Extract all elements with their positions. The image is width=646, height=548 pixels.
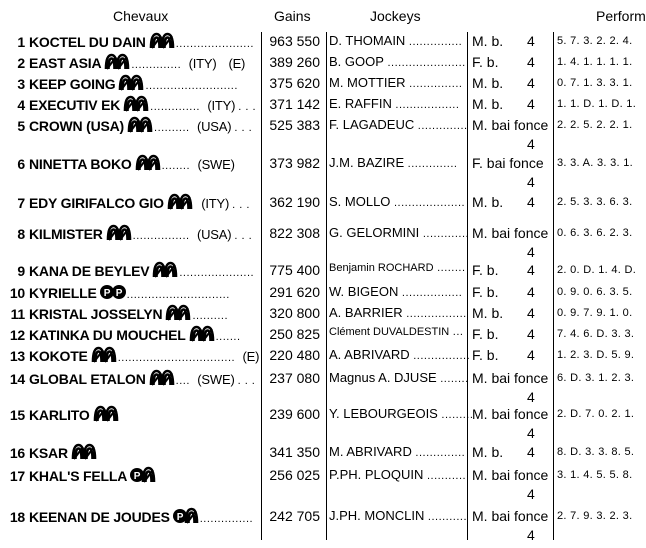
horse-number: 2 [17, 55, 25, 71]
jockey-cell [329, 347, 470, 362]
jockey-cell [329, 467, 466, 482]
horseshoe-icon [104, 54, 130, 70]
horse-name-cell [8, 326, 241, 343]
gains-value: 242 705 [269, 508, 320, 524]
age-value: 4 [527, 54, 535, 70]
horse-name: KEEP GOING [29, 76, 116, 92]
horseshoe-icon [93, 406, 119, 422]
gains-value: 775 400 [269, 262, 320, 278]
dot-leader: .............. [131, 59, 182, 71]
horse-number: 15 [9, 407, 25, 423]
horse-name-cell [8, 305, 228, 322]
horse-name: KYRIELLE [29, 285, 97, 301]
horse-name-cell [8, 33, 254, 50]
svg-text:P: P [115, 288, 122, 299]
horse-number: 17 [9, 468, 25, 484]
robe-value: F. b. [472, 284, 499, 300]
gains-value: 822 308 [269, 225, 320, 241]
robe-value: M. b. [472, 305, 504, 321]
dot-leader: ............... [405, 36, 463, 48]
performance-value: 0. 7. 1. 3. 3. 1. [557, 77, 633, 89]
header-gains: Gains [274, 8, 311, 24]
horse-name: EDY GIRIFALCO GIO [29, 195, 164, 211]
age-value: 4 [527, 444, 535, 460]
dot-leader: ........ [436, 373, 469, 385]
performance-value: 2. 7. 9. 3. 2. 3. [557, 510, 633, 522]
horse-number: 10 [9, 285, 25, 301]
jockey-cell [329, 508, 467, 523]
gains-value: 341 350 [269, 444, 320, 460]
jockey-name: Clément DUVALDESTIN [329, 326, 450, 338]
age-value: 4 [527, 75, 535, 91]
jockey-cell [329, 96, 459, 111]
jockey-name: M. MOTTIER [329, 75, 406, 90]
jockey-name: S. MOLLO [329, 194, 391, 209]
age-value: 4 [527, 136, 535, 152]
horse-extra: (E) [228, 56, 246, 71]
horse-number: 7 [17, 195, 25, 211]
age-value: 4 [527, 389, 535, 405]
dot-leader: .............. [404, 158, 458, 170]
horse-name: KSAR [29, 445, 68, 461]
horseshoe-icon [149, 370, 175, 386]
horseshoe-icon [135, 155, 161, 171]
horseshoe-icon [165, 305, 191, 321]
gains-value: 239 600 [269, 406, 320, 422]
horse-name-cell [8, 194, 250, 211]
age-value: 4 [527, 305, 535, 321]
robe-value: F. b. [472, 54, 499, 70]
plaque-pa-icon [173, 508, 199, 524]
performance-value: 8. D. 3. 3. 8. 5. [557, 446, 635, 458]
jockey-cell [329, 225, 469, 240]
horse-name-cell [8, 117, 252, 134]
horse-name-cell [8, 406, 120, 423]
jockey-cell [329, 155, 457, 170]
jockey-name: Magnus A. DJUSE [329, 370, 437, 385]
performance-value: 1. 1. D. 1. D. 1. [557, 98, 637, 110]
jockey-name: G. GELORMINI [329, 225, 420, 240]
horse-name: NINETTA BOKO [29, 156, 132, 172]
age-value: 4 [527, 486, 535, 502]
dot-leader: ............... [199, 513, 254, 525]
performance-value: 5. 7. 3. 2. 2. 4. [557, 35, 633, 47]
horse-name: KOKOTE [29, 348, 88, 364]
gains-value: 362 190 [269, 194, 320, 210]
horse-number: 12 [9, 327, 25, 343]
robe-value: M. bai fonce [472, 406, 549, 422]
horse-number: 6 [17, 156, 25, 172]
header-chevaux: Chevaux [113, 8, 169, 24]
robe-value: M. b. [472, 33, 504, 49]
gains-value: 373 982 [269, 155, 320, 171]
dot-leader: ........... [423, 470, 467, 482]
horse-origin: (E) [239, 349, 260, 364]
dot-leader: ......... [437, 409, 474, 421]
dot-leader: . . . [237, 375, 256, 387]
horse-origin: (ITY) [197, 196, 230, 211]
col-divider [467, 32, 468, 540]
horse-number: 8 [17, 226, 25, 242]
dot-leader: .............. [150, 101, 200, 113]
horse-name-cell [8, 347, 259, 364]
gains-value: 237 080 [269, 370, 320, 386]
header-jockeys: Jockeys [370, 8, 421, 24]
age-value: 4 [527, 194, 535, 210]
dot-leader: ...................... [383, 57, 466, 69]
robe-value: M. b. [472, 75, 504, 91]
jockey-name: Benjamin ROCHARD [329, 262, 434, 274]
performance-value: 1. 2. 3. D. 5. 9. [557, 349, 635, 361]
dot-leader: . . . [234, 122, 253, 134]
horse-origin: (SWE) [193, 372, 235, 387]
col-divider [326, 32, 327, 540]
robe-value: M. bai fonce [472, 508, 549, 524]
gains-value: 291 620 [269, 284, 320, 300]
jockey-cell [329, 406, 473, 421]
horse-name: KHAL'S FELLA [29, 468, 128, 484]
dot-leader: .............. [411, 447, 466, 459]
horse-name-cell [8, 225, 252, 242]
jockey-cell [329, 54, 466, 69]
robe-value: M. b. [472, 444, 504, 460]
horse-number: 3 [17, 76, 25, 92]
dot-leader: . . . [232, 199, 250, 211]
horse-name-cell [8, 444, 98, 461]
performance-value: 2. 0. D. 1. 4. D. [557, 264, 637, 276]
jockey-cell [329, 305, 467, 320]
horseshoe-icon [123, 96, 149, 112]
age-value: 4 [527, 425, 535, 441]
horse-number: 9 [17, 263, 25, 279]
robe-value: M. bai fonce [472, 117, 549, 133]
header-perf: Perform [596, 8, 646, 24]
horseshoe-icon [149, 33, 175, 49]
performance-value: 7. 4. 6. D. 3. 3. [557, 328, 635, 340]
plaque-pa-icon [130, 467, 156, 483]
horseshoe-icon [152, 262, 178, 278]
jockey-cell [329, 75, 462, 90]
age-value: 4 [527, 527, 535, 543]
horse-number: 16 [9, 445, 25, 461]
horse-name: KANA DE BEYLEV [29, 263, 150, 279]
gains-value: 375 620 [269, 75, 320, 91]
plaque-pp-icon [100, 284, 126, 300]
horse-origin: (USA) [193, 119, 232, 134]
jockey-name: A. BARRIER [329, 305, 403, 320]
gains-value: 220 480 [269, 347, 320, 363]
jockey-name: J.M. BAZIRE [329, 155, 405, 170]
robe-value: M. bai fonce [472, 225, 549, 241]
age-value: 4 [527, 326, 535, 342]
jockey-cell [329, 262, 466, 274]
horse-number: 11 [10, 306, 25, 322]
dot-leader: ...................... [175, 38, 254, 50]
jockey-cell [329, 444, 465, 459]
dot-leader: ................ [409, 350, 471, 362]
jockey-cell [329, 370, 469, 385]
col-divider [261, 32, 262, 540]
dot-leader: . . . [234, 230, 253, 242]
performance-value: 0. 9. 7. 9. 1. 0. [557, 307, 633, 319]
robe-value: F. bai fonce [472, 155, 544, 171]
robe-value: M. b. [472, 194, 504, 210]
age-value: 4 [527, 244, 535, 260]
horseshoe-icon [106, 225, 132, 241]
dot-leader: ................. [398, 287, 463, 299]
horse-number: 5 [17, 118, 25, 134]
gains-value: 389 260 [269, 54, 320, 70]
horse-name-cell [8, 96, 256, 113]
horse-name: CROWN (USA) [29, 118, 125, 134]
horseshoe-icon [127, 117, 153, 133]
dot-leader: ... [449, 326, 464, 338]
horse-name-cell [8, 284, 230, 301]
dot-leader: ........ [433, 262, 466, 274]
performance-value: 2. 5. 3. 3. 6. 3. [557, 196, 633, 208]
horse-origin: (USA) [193, 227, 232, 242]
gains-value: 320 800 [269, 305, 320, 321]
age-value: 4 [527, 96, 535, 112]
performance-value: 1. 4. 1. 1. 1. 1. [557, 56, 633, 68]
jockey-name: M. ABRIVARD [329, 444, 412, 459]
age-value: 4 [527, 33, 535, 49]
horse-name-cell [8, 262, 254, 279]
dot-leader: ............. [419, 228, 470, 240]
gains-value: 525 383 [269, 117, 320, 133]
jockey-name: B. GOOP [329, 54, 384, 69]
dot-leader: .......... [154, 122, 190, 134]
jockey-name: F. LAGADEUC [329, 117, 415, 132]
horse-name: KARLITO [29, 407, 90, 423]
horse-name-cell [8, 467, 157, 484]
dot-leader: ....... [215, 331, 241, 343]
dot-leader: ........... [424, 511, 468, 523]
horseshoe-icon [91, 347, 117, 363]
horseshoe-icon [118, 75, 144, 91]
horse-name-cell [8, 75, 238, 92]
horse-origin: (SWE) [194, 157, 235, 172]
dot-leader: ..................... [179, 267, 255, 279]
robe-value: M. bai fonce [472, 370, 549, 386]
jockey-name: Y. LEBOURGEOIS [329, 406, 438, 421]
performance-value: 0. 9. 0. 6. 3. 5. [557, 286, 633, 298]
dot-leader: ............... [405, 78, 463, 90]
horse-name: EAST ASIA [29, 55, 102, 71]
horse-number: 13 [9, 348, 25, 364]
age-value: 4 [527, 347, 535, 363]
gains-value: 371 142 [269, 96, 320, 112]
dot-leader: ................. [402, 308, 467, 320]
dot-leader: ................ [132, 230, 190, 242]
age-value: 4 [527, 174, 535, 190]
jockey-name: A. ABRIVARD [329, 347, 410, 362]
svg-text:P: P [133, 471, 141, 482]
robe-value: F. b. [472, 347, 499, 363]
horse-name-cell [8, 370, 255, 387]
robe-value: M. bai fonce [472, 467, 549, 483]
gains-value: 250 825 [269, 326, 320, 342]
jockey-cell [329, 284, 462, 299]
horse-origin: (ITY) [185, 56, 217, 71]
robe-value: F. b. [472, 326, 499, 342]
horse-name: KRISTAL JOSSELYN [29, 306, 163, 322]
horse-number: 14 [9, 371, 25, 387]
jockey-cell [329, 326, 463, 338]
jockey-cell [329, 194, 465, 209]
horse-name-cell [8, 508, 253, 525]
svg-text:P: P [176, 512, 183, 523]
dot-leader: ................................. [117, 352, 236, 364]
jockey-name: D. THOMAIN [329, 33, 406, 48]
jockey-cell [329, 117, 468, 132]
dot-leader: .................. [391, 99, 460, 111]
jockey-name: E. RAFFIN [329, 96, 392, 111]
performance-value: 2. 2. 5. 2. 2. 1. [557, 119, 633, 131]
dot-leader: .................... [390, 197, 466, 209]
horseshoe-icon [71, 444, 97, 460]
gains-value: 256 025 [269, 467, 320, 483]
age-value: 4 [527, 262, 535, 278]
horse-number: 18 [9, 509, 25, 525]
horse-name: KATINKA DU MOUCHEL [29, 327, 186, 343]
gains-value: 963 550 [269, 33, 320, 49]
horseshoe-icon [189, 326, 215, 342]
col-divider [553, 32, 554, 540]
horse-name: KEENAN DE JOUDES [29, 509, 170, 525]
horseshoe-icon [167, 194, 193, 210]
jockey-cell [329, 33, 462, 48]
dot-leader: ........ [161, 160, 191, 172]
svg-text:P: P [103, 288, 110, 299]
horse-name: GLOBAL ETALON [29, 371, 146, 387]
horse-name: KOCTEL DU DAIN [29, 34, 146, 50]
performance-value: 2. D. 7. 0. 2. 1. [557, 408, 635, 420]
jockey-name: P.PH. PLOQUIN [329, 467, 424, 482]
horse-name-cell [8, 155, 235, 172]
horse-name: EXECUTIV EK [29, 97, 121, 113]
dot-leader: .......... [192, 310, 229, 322]
dot-leader: .... [175, 375, 190, 387]
performance-value: 3. 1. 4. 5. 5. 8. [557, 469, 633, 481]
horse-name-cell [8, 54, 245, 71]
robe-value: M. b. [472, 96, 504, 112]
performance-value: 3. 3. A. 3. 3. 1. [557, 157, 634, 169]
robe-value: F. b. [472, 262, 499, 278]
performance-value: 6. D. 3. 1. 2. 3. [557, 372, 635, 384]
horse-number: 4 [17, 97, 25, 113]
horse-origin: (ITY) [203, 98, 236, 113]
dot-leader: . . . [238, 101, 257, 113]
dot-leader: .............. [414, 120, 468, 132]
dot-leader: .......................... [145, 80, 238, 92]
dot-leader: ............................. [126, 289, 230, 301]
horse-number: 1 [17, 34, 25, 50]
jockey-name: J.PH. MONCLIN [329, 508, 425, 523]
jockey-name: W. BIGEON [329, 284, 399, 299]
performance-value: 0. 6. 3. 6. 2. 3. [557, 227, 633, 239]
age-value: 4 [527, 284, 535, 300]
horse-name: KILMISTER [29, 226, 103, 242]
